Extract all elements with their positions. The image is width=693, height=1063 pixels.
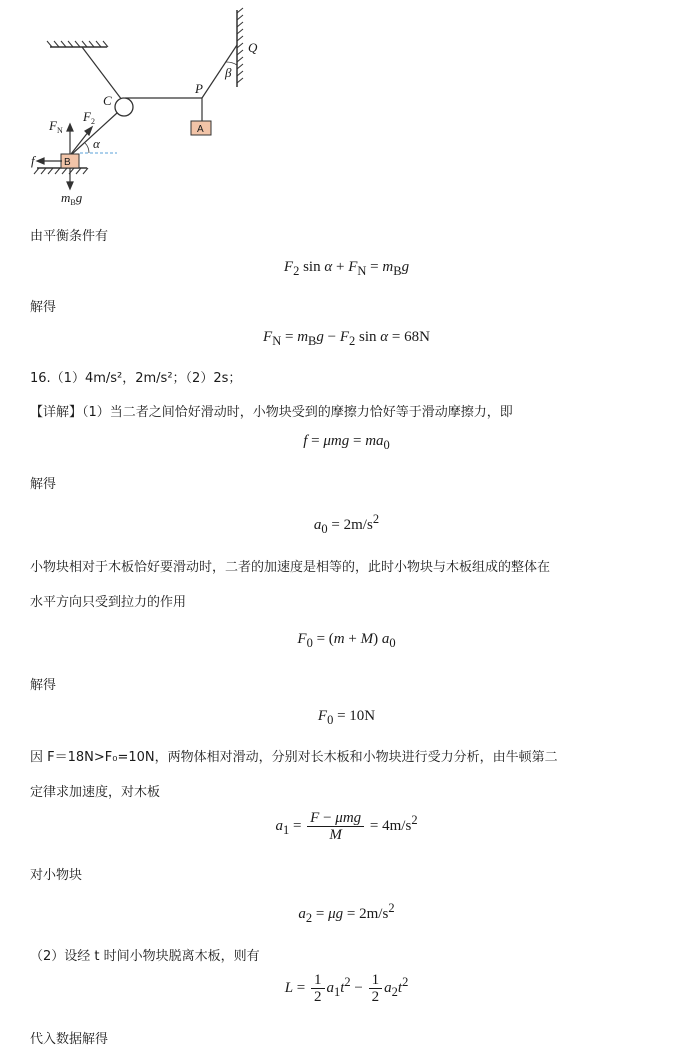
label-alpha: α [93, 136, 100, 151]
text-line: 小物块相对于木板恰好要滑动时，二者的加速度是相等的，此时小物块与木板组成的整体在 [30, 560, 551, 575]
text-line: 解得 [30, 678, 57, 693]
text-line: 水平方向只受到拉力的作用 [30, 595, 187, 610]
equation-5: $F_0 = (m + M)$ $a_0$ [297, 631, 396, 650]
force-diagram [25, 5, 285, 210]
text-line: 解得 [30, 300, 57, 315]
label-P: P [195, 81, 203, 96]
text-line: 【详解】（1）当二者之间恰好滑动时，小物块受到的摩擦力恰好等于滑动摩擦力，即 [30, 405, 513, 420]
label-C: C [103, 93, 112, 108]
label-F2: $F_2$ [83, 109, 95, 126]
text-line: 16.（1）4m/s²，2m/s²；（2）2s； [30, 371, 242, 386]
equation-2: $F_N = m_Bg - F_2$ sin α = 68N [263, 329, 430, 348]
label-f: f [31, 153, 35, 168]
text-line: 因 F＝18N>F₀=10N，两物体相对滑动，分别对长木板和小物块进行受力分析，由牛顿第二 [30, 750, 558, 765]
equation-6: $F_0 = 10N$ [317, 708, 376, 727]
text-line: 由平衡条件有 [30, 229, 109, 244]
equation-1: $F_2$ $\sin \alpha + F_N = m_Bg$ [283, 259, 410, 278]
equation-9: L = $\frac{1}{2}$ $a_1t^2$ − $\frac{1}{2}$ $a_2t^2$ [284, 972, 409, 1005]
label-mBg: $m_Bg$ [61, 190, 83, 207]
label-FN: $F_N$ [49, 118, 63, 135]
text-line: 定律求加速度，对木板 [30, 785, 161, 800]
equation-3: $f = \mu mg = ma_0$ [303, 433, 390, 452]
equation-8: $a_2 = \mu g = 2m/s^2$ [298, 901, 395, 925]
text-line: 解得 [30, 477, 57, 492]
label-A: A [197, 124, 204, 135]
label-beta: β [225, 65, 232, 80]
text-line: 代入数据解得 [30, 1032, 109, 1047]
label-B: B [64, 157, 71, 168]
text-line: （2）设经 t 时间小物块脱离木板，则有 [30, 949, 260, 964]
label-Q: Q [248, 40, 258, 55]
equation-7: $a_1$ = $\frac{\text{F − μmg}}{M}$ = $4m/s^2$ [275, 810, 418, 843]
equation-4: $a_0 = 2m/s^2$ [313, 512, 380, 536]
text-line: 对小物块 [30, 868, 83, 883]
